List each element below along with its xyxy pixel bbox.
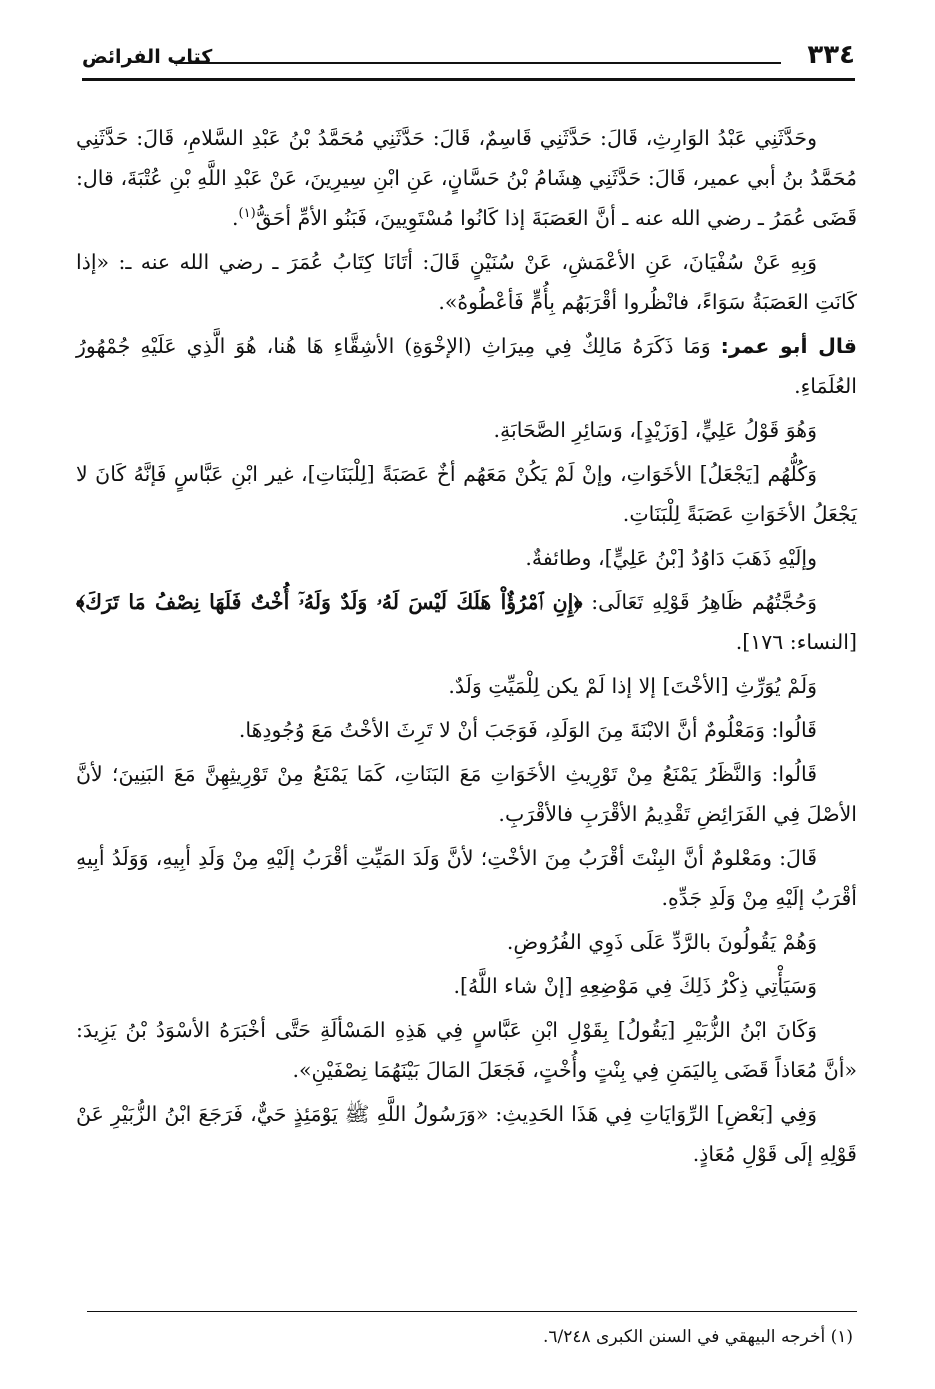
- paragraph: وَحُجَّتُهُم ظَاهِرُ قَوْلِهِ تَعَالَى: ﴿إِنِ ٱمْرُؤٌاْ هَلَكَ لَيْسَ لَهُۥ وَلَدٌ وَلَهُۥٓ أُخْتٌ فَلَهَا نِصْفُ مَا تَرَكَ﴾ [النساء: ١٧٦].: [76, 590, 857, 654]
- quran-verse: ﴿إِنِ ٱمْرُؤٌاْ هَلَكَ لَيْسَ لَهُۥ وَلَدٌ وَلَهُۥٓ أُخْتٌ فَلَهَا نِصْفُ مَا تَرَكَ﴾: [76, 590, 583, 614]
- footnote-marker: (١): [238, 206, 256, 222]
- paragraph: وَهُوَ قَوْلُ عَلِيٍّ، [وَزَيْدٍ]، وَسَائِرِ الصَّحَابَةِ.: [493, 418, 817, 442]
- footnote: (١) أخرجه البيهقي في السنن الكبرى ٦/٢٤٨.: [542, 1327, 853, 1347]
- paragraph: قَالَ: ومَعْلومٌ أنَّ البِنْتَ أقْرَبُ مِنَ الأخْتِ؛ لأنَّ وَلَدَ المَيِّتِ أقْرَبُ إلَيْهِ مِنْ وَلَدِ أبِيهِ، وَوَلَدُ أبِيهِ أقْرَبُ إلَيْهِ مِنْ وَلَدِ جَدِّهِ.: [76, 846, 857, 910]
- speaker-label: قال أبو عمر:: [720, 334, 857, 358]
- footnote-rule: [87, 1311, 857, 1312]
- paragraph: وحَدَّثَنِي عَبْدُ الوَارِثِ، قَالَ: حَدَّثَنِي قَاسِمٌ، قَالَ: حَدَّثَنِي مُحَمَّدُ بْنُ عَبْدِ السَّلامِ، قَالَ: حَدَّثَنِي مُحَمَّدُ بنُ أبي عمير، قَالَ: حَدَّثَنِي هِشَامُ بْنُ حَسَّانٍ، عَنِ ابْنِ سِيرِينَ، عَنْ عَبْدِ اللَّهِ بْنِ عُتْبَةَ، قال: قَضَى عُمَرُ ـ رضي الله عنه ـ أنَّ العَصَبَةَ إذا كَانُوا مُسْتَوِيينَ، فَبَنُو الأمِّ أحَقُّ$^{(١)}$.: [76, 126, 857, 230]
- running-head: [82, 42, 855, 82]
- paragraph: وإلَيْهِ ذَهَبَ دَاوُدُ [بْنُ عَلِيٍّ]، وطائفةٌ.: [525, 546, 817, 570]
- paragraph: وَكُلُّهُم [يَجْعَلُ] الأخَوَاتِ، وإنْ لَمْ يَكُنْ مَعَهُم أخٌ عَصَبَةً [لِلْبَنَاتِ]، غير ابْنِ عَبَّاسٍ فَإنَّهُ كَانَ لا يَجْعَلُ الأخَوَاتِ عَصَبَةً لِلْبَنَاتِ.: [76, 462, 857, 526]
- book-title: كتاب الفرائض: [82, 46, 213, 68]
- paragraph: قال أبو عمر: وَمَا ذَكَرَهُ مَالِكٌ فِي مِيرَاثِ (الإخْوَةِ) الأشِقَّاءِ هَا هُنا، هُوَ الَّذِي عَلَيْهِ جُمْهُورُ العُلَمَاءِ.: [76, 334, 857, 398]
- verse-reference: [النساء: ١٧٦].: [735, 630, 857, 654]
- header-underline: [82, 78, 855, 81]
- paragraph: وَسَيَأْتِي ذِكْرُ ذَلِكَ فِي مَوْضِعِهِ [إنْ شاء اللَّهُ].: [453, 974, 817, 998]
- paragraph: وَلَمْ يُوَرِّثِ [الأخْتَ] إلا إذا لَمْ يكن لِلْمَيِّتِ وَلَدٌ.: [448, 674, 817, 698]
- paragraph: قَالُوا: وَالنَّظَرُ يَمْنَعُ مِنْ تَوْرِيثِ الأخَوَاتِ مَعَ البَنَاتِ، كَمَا يَمْنَعُ مِنْ تَوْرِيثِهِنَّ مَعَ البَنِينَ؛ لأنَّ الأصْلَ فِي الفَرَائِضِ تَقْدِيمُ الأقْرَبِ فالأقْرَبِ.: [76, 762, 857, 826]
- header-rule: [174, 62, 781, 64]
- paragraph: وَفِي [بَعْضِ] الرِّوَايَاتِ فِي هَذَا الحَدِيثِ: «وَرَسُولُ اللَّهِ ﷺ يَوْمَئِذٍ حَيٌّ، فَرَجَعَ ابْنُ الزُّبَيْرِ عَنْ قَوْلِهِ إلَى قَوْلِ مُعَاذٍ.: [76, 1102, 857, 1166]
- body-text: [76, 118, 857, 1178]
- paragraph: قَالُوا: وَمَعْلُومٌ أنَّ الابْنَةَ مِنَ الوَلَدِ، فَوَجَبَ أنْ لا تَرِثَ الأخْتُ مَعَ وُجُودِهَا.: [238, 718, 817, 742]
- page-number: ٣٣٤: [807, 40, 855, 70]
- paragraph: وَكَانَ ابْنُ الزُّبَيْرِ [يَقُولُ] بِقَوْلِ ابْنِ عَبَّاسٍ فِي هَذِهِ المَسْألَةِ حَتَّى أخْبَرَهُ الأسْوَدُ بْنُ يَزِيدَ: «أنَّ مُعَاذاً قَضَى بِاليَمَنِ فِي بِنْتٍ وأُخْتٍ، فَجَعَلَ المَالَ بَيْنَهُمَا نِصْفَيْنِ».: [76, 1018, 857, 1082]
- paragraph: وَبِهِ عَنْ سُفْيَانَ، عَنِ الأعْمَشِ، عَنْ سُنَيْنٍ قَالَ: أتَانَا كِتَابُ عُمَرَ ـ رضي الله عنه ـ: «إذا كَانَتِ العَصَبَةُ سَوَاءً، فانْظُروا أقْرَبَهُم بِأُمٍّ فَأعْطُوهُ».: [76, 250, 857, 314]
- paragraph: وَهُمْ يَقُولُونَ بالرَّدِّ عَلَى ذَوِي الفُرُوضِ.: [506, 930, 817, 954]
